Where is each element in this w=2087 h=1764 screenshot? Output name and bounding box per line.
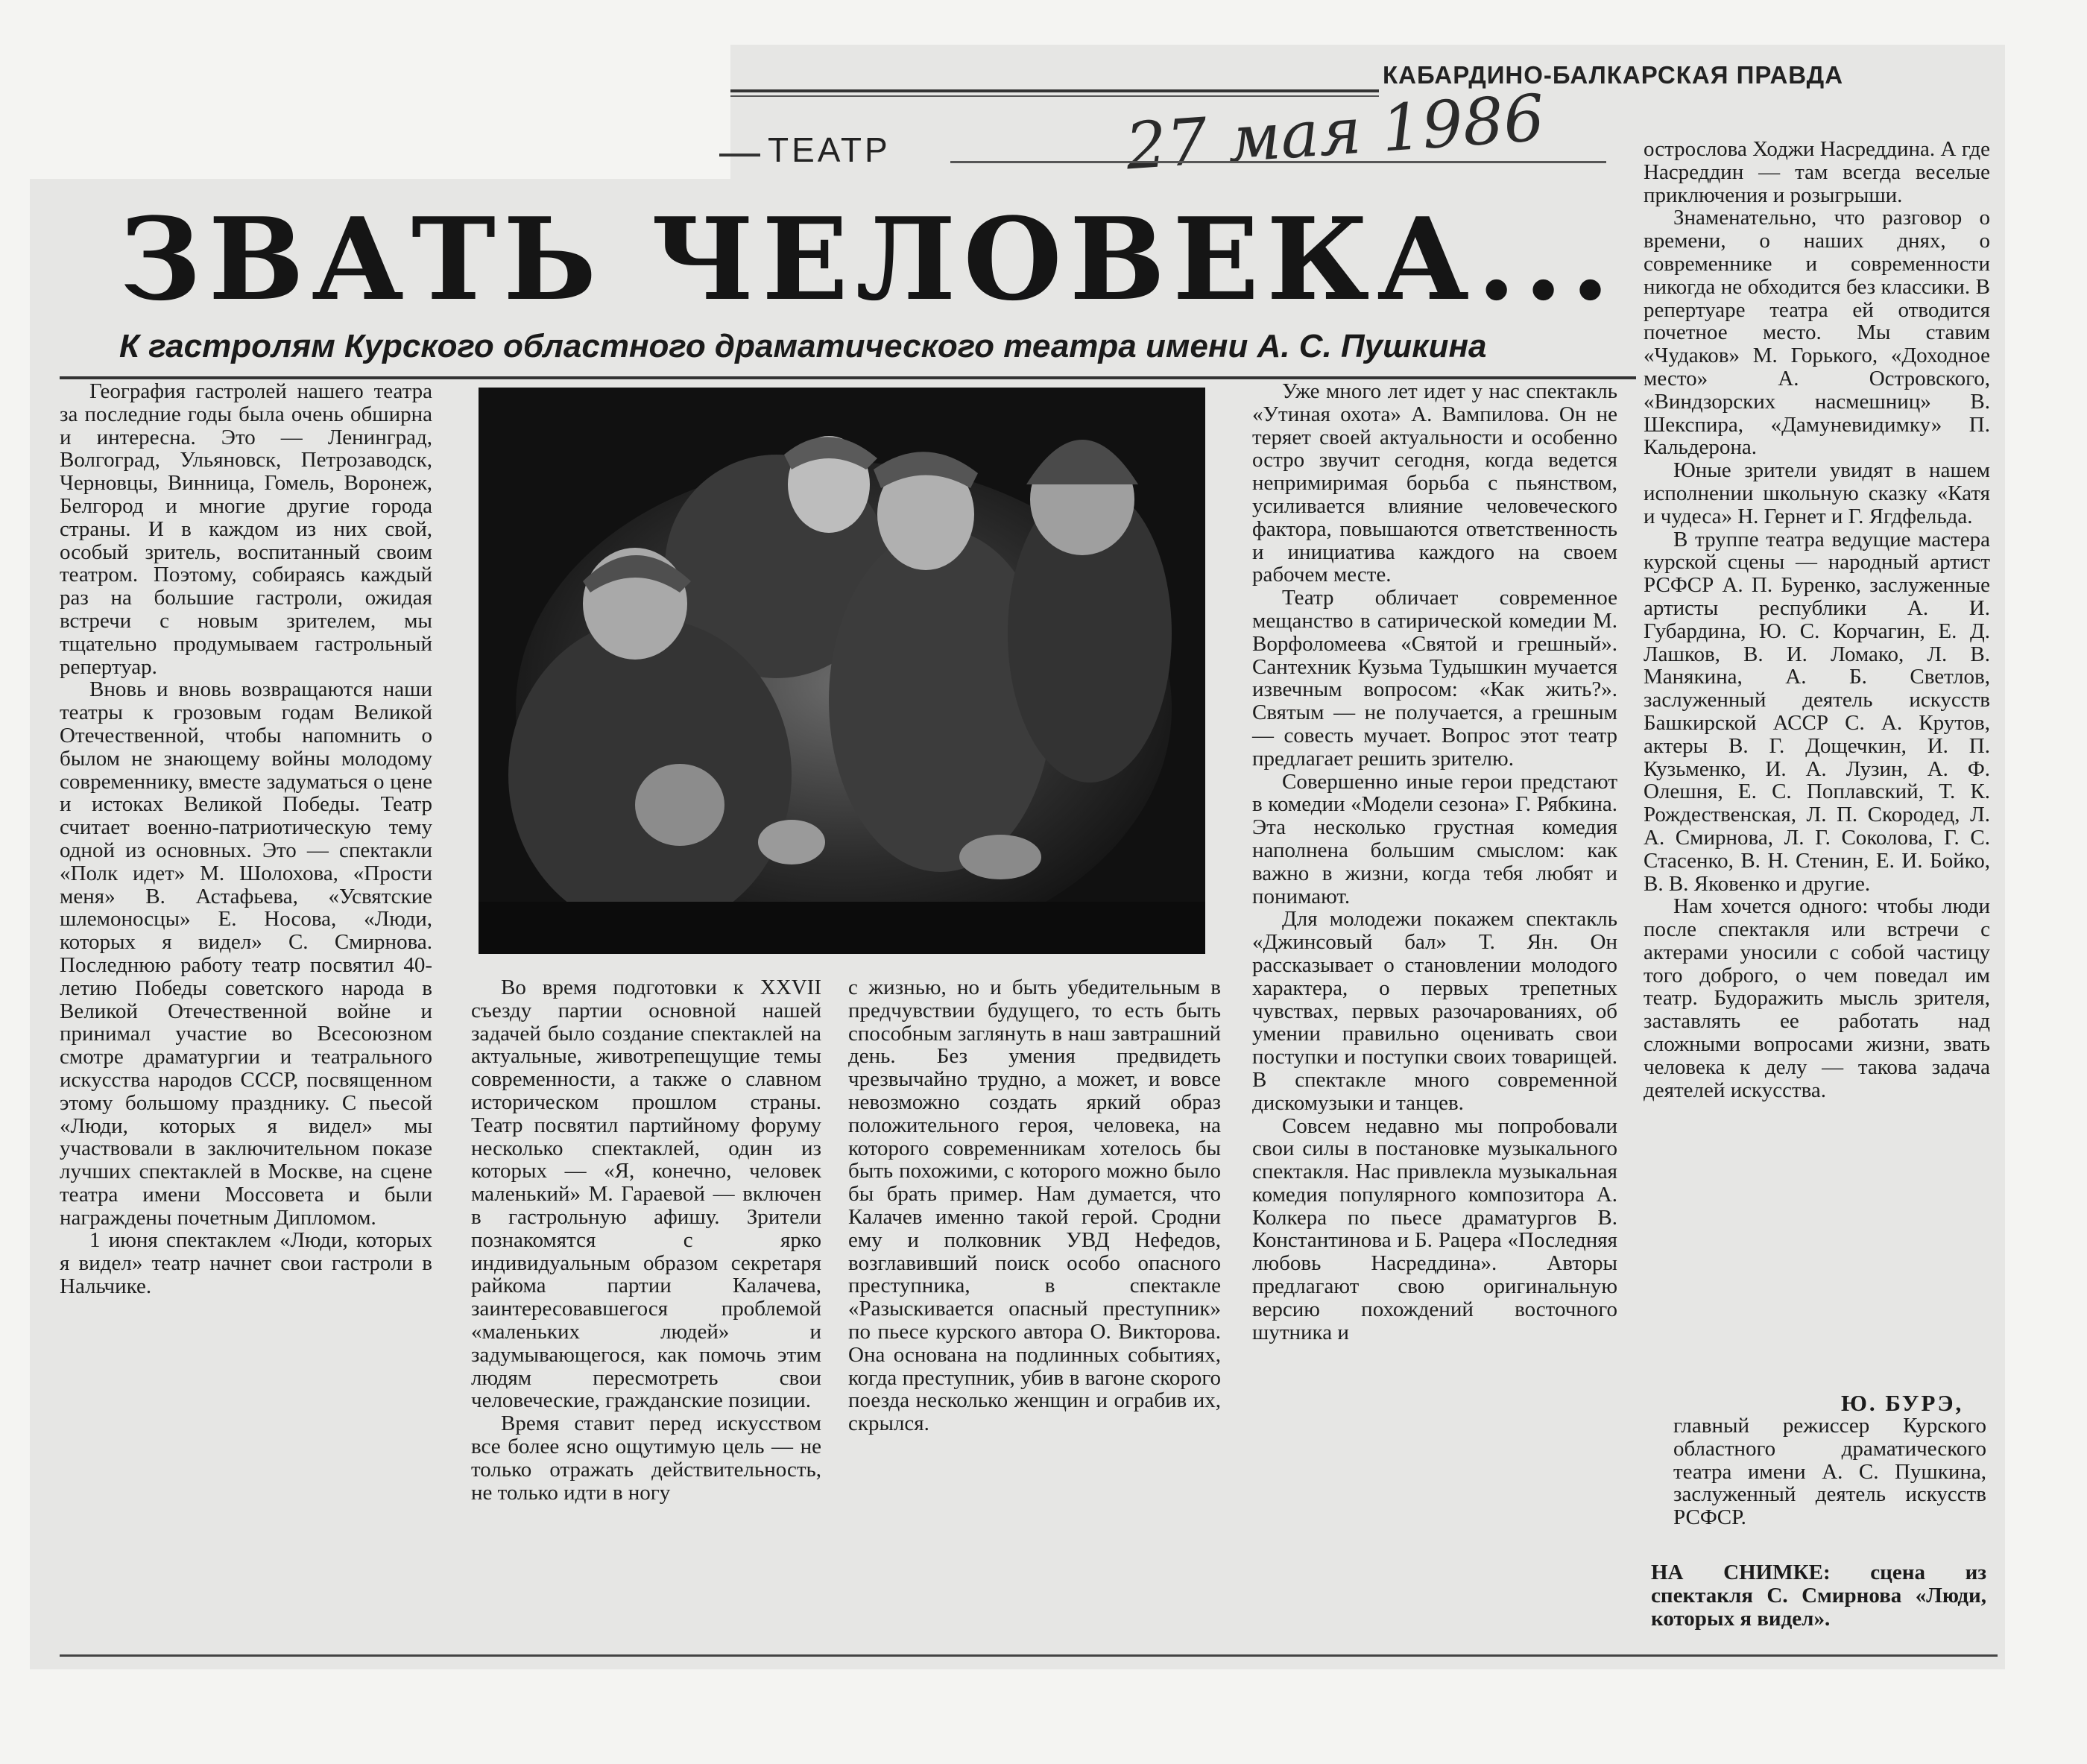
paragraph: Совершенно иные герои предстают в комедии «Модели сезона» Г. Рябкина. Эта несколько грустная комедия наполнена большим смыслом: как важно в жизни, когда тебя любят и понимают. [1252,769,1617,908]
photo-image [479,388,1205,954]
handwritten-date: 27 мая 1986 [1123,80,1547,185]
paragraph: Во время подготовки к XXVII съезду партии основной нашей задачей было создание спектаклей на актуальные, животрепещущие темы современности, а также о славном историческом прошлом страны. Театр посвятил партийному форуму несколько спектаклей, один из которых — «Я, конечно, человек маленький» М. Гараевой — включен в гастрольную афишу. Зрители познакомятся с ярко индивидуальным образом секретаря райкома партии Калачева, заинтересовавшегося проблемой «маленьких людей» и задумывающегося, как помочь этим людям пересмотреть свои человеческие, гражданские позиции. [471,976,821,1413]
article-headline: ЗВАТЬ ЧЕЛОВЕКА... [119,192,1617,326]
article-subheadline: К гастролям Курского областного драматического театра имени А. С. Пушкина [119,328,1487,364]
masthead-rule-thin [730,95,1379,97]
article-column-5 [1644,138,1990,1101]
paragraph: Для молодежи покажем спектакль «Джинсовый бал» Т. Ян. Он рассказывает о становлении молодого характера, о первых трепетных чувствах, первых разочарованиях, об умении правильно оценивать свои поступки и поступки своих товарищей. В спектакле много современной дискомузыки и танцев. [1252,907,1617,1115]
newspaper-masthead: КАБАРДИНО-БАЛКАРСКАЯ ПРАВДА [1383,61,1844,89]
paragraph: Совсем недавно мы попробовали свои силы в постановке музыкального спектакля. Нас привлекла музыкальная комедия популярного композитора А. Колкера по пьесе драматургов В. Константинова и Б. Рацера «Последняя любовь Насреддина». Авторы предлагают свою оригинальную версию похождений восточного шутника и [1252,1113,1617,1344]
rubric-label: ТЕАТР [768,130,891,169]
paragraph: Театр обличает современное мещанство в сатирической комедии М. Ворфоломеева «Святой и грешный». Сантехник Кузьма Тудышкин мучается извечным вопросом: «Как жить?». Святым — не получается, а грешным — совесть мучает. Вопрос этот театр предлагает решить зрителю. [1252,586,1617,771]
paragraph: Вновь и вновь возвращаются наши театры к грозовым годам Великой Отечественной, чтобы напомнить о былом не знающему войны молодому современнику, вместе задуматься о цене и истоках Великой Победы. Театр считает военно-патриотическую тему одной из основных. Это — спектакли «Полк идет» М. Шолохова, «Прости меня» В. Астафьева, «Усвятские шлемоносцы» Е. Носова, «Люди, которых я видел» С. Смирнова. Последнюю работу театр посвятил 40-летию Победы советского народа в Великой Отечественной войне и принимал участие во Всесоюзном смотре драматургии и театрального искусства народов СССР, посвященном этому большому празднику. С пьесой «Люди, которых я видел» мы участвовали в заключительном показе лучших спектаклей в Москве, на сцене театра имени Моссовета и были награждены почетным Дипломом. [60,677,432,1230]
paragraph: Знаменательно, что разговор о времени, о наших днях, о современнике и современности никогда не обходится без классики. В репертуаре театра ей отводится почетное место. Мы ставим «Чудаков» М. Горького, «Доходное место» А. Островского, «Виндзорских насмешниц» В. Шекспира, «Дамуневидимку» П. Кальдерона. [1644,206,1990,460]
author-name: Ю. БУРЭ, [1841,1390,1964,1416]
paragraph: Уже много лет идет у нас спектакль «Утиная охота» А. Вампилова. Он не теряет своей актуальности и особенно остро звучит сегодня, когда ведется непримиримая борьба с пьянством, усиливается влияние человеческого фактора, повышаются ответственность и инициатива каждого на своем рабочем месте. [1252,379,1617,587]
rubric-rule-right [950,161,1606,163]
rubric-rule-left [719,154,760,157]
paragraph: с жизнью, но и быть убедительным в предчувствии будущего, то есть быть способным заглянуть в наш завтрашний день. Без умения предвидеть чрезвычайно трудно, а может, и вовсе невозможно создать яркий образ положительного героя, человека, на которого современникам хотелось бы быть похожими, с которого можно было бы брать пример. Нам думается, что Калачев именно такой герой. Сродни ему и полковник УВД Нефедов, возглавивший поиск особо опасного преступника, в спектакле «Разыскивается опасный преступник» по пьесе курского автора О. Викторова. Она основана на подлинных событиях, когда преступник, убив в вагоне скорого поезда несколько женщин и ограбив их, скрылся. [848,976,1221,1436]
paragraph: Время ставит перед искусством все более ясно ощутимую цель — не только отражать действительность, не только идти в ногу [471,1411,821,1505]
article-column-2 [471,976,821,1504]
paragraph: Юные зрители увидят в нашем исполнении школьную сказку «Катя и чудеса» Н. Гернет и Г. Ягдфельда. [1644,458,1990,528]
paragraph: 1 июня спектаклем «Люди, которых я видел» театр начнет свои гастроли в Нальчике. [60,1228,432,1299]
article-photo [479,388,1205,954]
bottom-rule [60,1654,1998,1657]
paragraph: В труппе театра ведущие мастера курской сцены — народный артист РСФСР А. П. Буренко, заслуженные артисты республики А. И. Губардина, Ю. С. Корчагин, Е. Д. Лашков, В. И. Ломако, Л. В. Манякина, А. Б. Светлов, заслуженный деятель искусств Башкирской АССР С. А. Крутов, актеры В. Г. Дощечкин, И. П. Кузьменко, И. А. Лузин, А. Ф. Олешня, Е. С. Поплавский, Т. К. Рождественская, Л. П. Скородед, Л. А. Смирнова, Л. Г. Соколова, Г. С. Стасенко, В. Н. Стенин, Е. И. Бойко, В. В. Яковенко и другие. [1644,527,1990,896]
article-column-1 [60,380,432,1298]
masthead-rule [730,89,1379,92]
paragraph: Нам хочется одного: чтобы люди после спектакля или встречи с актерами уносили с собой частицу того доброго, о чем поведал им театр. Будоражить мысль зрителя, заставлять ее работать над сложными вопросами жизни, звать человека к делу — такова задача деятелей искусства. [1644,894,1990,1102]
paragraph: География гастролей нашего театра за последние годы была очень обширна и интересна. Это — Ленинград, Волгоград, Ульяновск, Петрозаводск, Черновцы, Винница, Гомель, Воронеж, Белгород и многие другие города страны. И в каждом из них свой, особый зритель, воспитанный своим театром. Поэтому, собираясь каждый раз на большие гастроли, ожидая встречи с новым зрителем, мы тщательно продумываем гастрольный репертуар. [60,379,432,679]
article-column-4 [1252,380,1617,1344]
paragraph: острослова Ходжи Насреддина. А где Насреддин — там всегда веселые приключения и розыгрыши. [1644,137,1990,207]
author-role: главный режиссер Курского областного драматического театра имени А. С. Пушкина, заслуженный деятель искусств РСФСР. [1673,1414,1986,1530]
article-column-3 [848,976,1221,1435]
photo-caption: НА СНИМКЕ: сцена из спектакля С. Смирнова «Люди, которых я видел». [1651,1561,1986,1631]
